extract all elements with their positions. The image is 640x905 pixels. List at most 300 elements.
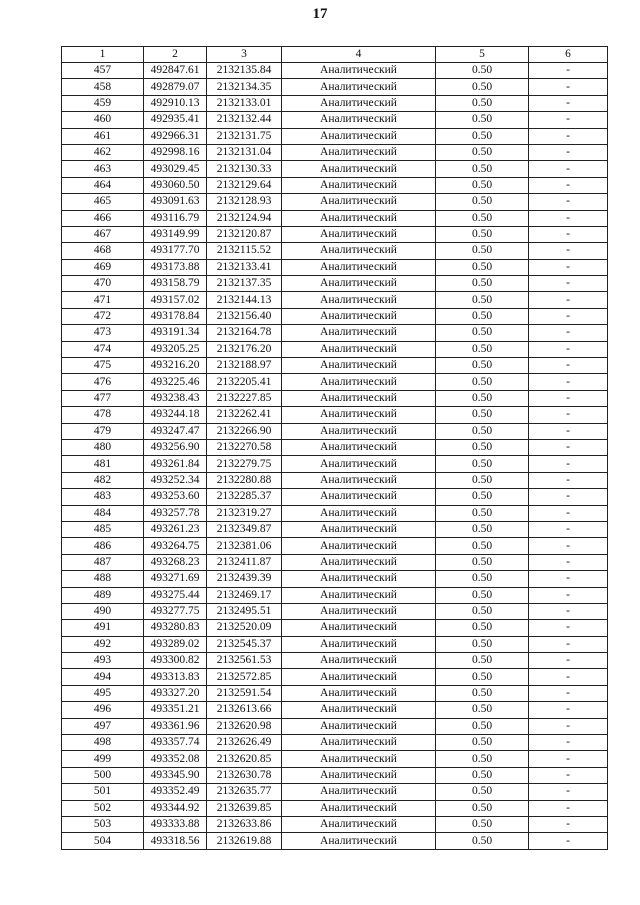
- x-coordinate-cell: 493268.23: [144, 554, 207, 570]
- point-number-cell: 500: [62, 767, 144, 783]
- accuracy-cell: 0.50: [436, 63, 529, 79]
- y-coordinate-cell: 2132439.39: [207, 571, 282, 587]
- x-coordinate-cell: 493029.45: [144, 161, 207, 177]
- note-cell: -: [529, 210, 608, 226]
- note-cell: -: [529, 374, 608, 390]
- column-header: 6: [529, 47, 608, 63]
- note-cell: -: [529, 735, 608, 751]
- note-cell: -: [529, 358, 608, 374]
- accuracy-cell: 0.50: [436, 144, 529, 160]
- table-row: [62, 423, 608, 439]
- y-coordinate-cell: 2132133.41: [207, 259, 282, 275]
- table-row: [62, 587, 608, 603]
- point-number-cell: 468: [62, 243, 144, 259]
- y-coordinate-cell: 2132131.75: [207, 128, 282, 144]
- x-coordinate-cell: 493327.20: [144, 685, 207, 701]
- point-number-cell: 502: [62, 800, 144, 816]
- coordinates-table: [61, 46, 608, 850]
- x-coordinate-cell: 493257.78: [144, 505, 207, 521]
- accuracy-cell: 0.50: [436, 259, 529, 275]
- method-cell: Аналитический: [282, 292, 436, 308]
- table-row: [62, 685, 608, 701]
- method-cell: Аналитический: [282, 144, 436, 160]
- method-cell: Аналитический: [282, 374, 436, 390]
- accuracy-cell: 0.50: [436, 800, 529, 816]
- point-number-cell: 479: [62, 423, 144, 439]
- note-cell: -: [529, 407, 608, 423]
- y-coordinate-cell: 2132262.41: [207, 407, 282, 423]
- accuracy-cell: 0.50: [436, 620, 529, 636]
- note-cell: -: [529, 489, 608, 505]
- page-number: 17: [312, 6, 328, 22]
- y-coordinate-cell: 2132635.77: [207, 784, 282, 800]
- note-cell: -: [529, 259, 608, 275]
- accuracy-cell: 0.50: [436, 177, 529, 193]
- x-coordinate-cell: 493178.84: [144, 308, 207, 324]
- y-coordinate-cell: 2132266.90: [207, 423, 282, 439]
- accuracy-cell: 0.50: [436, 194, 529, 210]
- method-cell: Аналитический: [282, 439, 436, 455]
- point-number-cell: 459: [62, 95, 144, 111]
- point-number-cell: 476: [62, 374, 144, 390]
- point-number-cell: 488: [62, 571, 144, 587]
- y-coordinate-cell: 2132285.37: [207, 489, 282, 505]
- accuracy-cell: 0.50: [436, 325, 529, 341]
- point-number-cell: 458: [62, 79, 144, 95]
- x-coordinate-cell: 493351.21: [144, 702, 207, 718]
- accuracy-cell: 0.50: [436, 833, 529, 849]
- table-row: [62, 538, 608, 554]
- note-cell: -: [529, 144, 608, 160]
- point-number-cell: 463: [62, 161, 144, 177]
- method-cell: Аналитический: [282, 79, 436, 95]
- accuracy-cell: 0.50: [436, 390, 529, 406]
- method-cell: Аналитический: [282, 620, 436, 636]
- x-coordinate-cell: 493318.56: [144, 833, 207, 849]
- accuracy-cell: 0.50: [436, 784, 529, 800]
- y-coordinate-cell: 2132630.78: [207, 767, 282, 783]
- method-cell: Аналитический: [282, 767, 436, 783]
- note-cell: -: [529, 620, 608, 636]
- y-coordinate-cell: 2132279.75: [207, 456, 282, 472]
- method-cell: Аналитический: [282, 226, 436, 242]
- accuracy-cell: 0.50: [436, 374, 529, 390]
- y-coordinate-cell: 2132469.17: [207, 587, 282, 603]
- note-cell: -: [529, 603, 608, 619]
- x-coordinate-cell: 493216.20: [144, 358, 207, 374]
- method-cell: Аналитический: [282, 751, 436, 767]
- table-row: [62, 669, 608, 685]
- method-cell: Аналитический: [282, 95, 436, 111]
- note-cell: -: [529, 554, 608, 570]
- note-cell: -: [529, 456, 608, 472]
- x-coordinate-cell: 493116.79: [144, 210, 207, 226]
- note-cell: -: [529, 161, 608, 177]
- x-coordinate-cell: 493158.79: [144, 276, 207, 292]
- y-coordinate-cell: 2132131.04: [207, 144, 282, 160]
- method-cell: Аналитический: [282, 784, 436, 800]
- point-number-cell: 497: [62, 718, 144, 734]
- note-cell: -: [529, 177, 608, 193]
- table-row: [62, 226, 608, 242]
- note-cell: -: [529, 653, 608, 669]
- x-coordinate-cell: 493264.75: [144, 538, 207, 554]
- method-cell: Аналитический: [282, 833, 436, 849]
- point-number-cell: 487: [62, 554, 144, 570]
- table-row: [62, 341, 608, 357]
- x-coordinate-cell: 493244.18: [144, 407, 207, 423]
- y-coordinate-cell: 2132137.35: [207, 276, 282, 292]
- note-cell: -: [529, 587, 608, 603]
- x-coordinate-cell: 493252.34: [144, 472, 207, 488]
- accuracy-cell: 0.50: [436, 702, 529, 718]
- table-row: [62, 620, 608, 636]
- y-coordinate-cell: 2132626.49: [207, 735, 282, 751]
- method-cell: Аналитический: [282, 571, 436, 587]
- x-coordinate-cell: 493253.60: [144, 489, 207, 505]
- note-cell: -: [529, 505, 608, 521]
- y-coordinate-cell: 2132349.87: [207, 521, 282, 537]
- point-number-cell: 470: [62, 276, 144, 292]
- y-coordinate-cell: 2132164.78: [207, 325, 282, 341]
- y-coordinate-cell: 2132135.84: [207, 63, 282, 79]
- y-coordinate-cell: 2132128.93: [207, 194, 282, 210]
- method-cell: Аналитический: [282, 128, 436, 144]
- note-cell: -: [529, 128, 608, 144]
- x-coordinate-cell: 493091.63: [144, 194, 207, 210]
- x-coordinate-cell: 492910.13: [144, 95, 207, 111]
- table-row: [62, 95, 608, 111]
- method-cell: Аналитический: [282, 735, 436, 751]
- table-row: [62, 653, 608, 669]
- method-cell: Аналитический: [282, 587, 436, 603]
- accuracy-cell: 0.50: [436, 554, 529, 570]
- table-row: [62, 571, 608, 587]
- method-cell: Аналитический: [282, 161, 436, 177]
- y-coordinate-cell: 2132134.35: [207, 79, 282, 95]
- accuracy-cell: 0.50: [436, 79, 529, 95]
- x-coordinate-cell: 493361.96: [144, 718, 207, 734]
- note-cell: -: [529, 95, 608, 111]
- accuracy-cell: 0.50: [436, 423, 529, 439]
- table-row: [62, 79, 608, 95]
- table-row: [62, 161, 608, 177]
- accuracy-cell: 0.50: [436, 161, 529, 177]
- point-number-cell: 486: [62, 538, 144, 554]
- method-cell: Аналитический: [282, 194, 436, 210]
- table-row: [62, 554, 608, 570]
- table-row: [62, 767, 608, 783]
- accuracy-cell: 0.50: [436, 767, 529, 783]
- y-coordinate-cell: 2132132.44: [207, 112, 282, 128]
- method-cell: Аналитический: [282, 407, 436, 423]
- y-coordinate-cell: 2132613.66: [207, 702, 282, 718]
- table-row: [62, 735, 608, 751]
- note-cell: -: [529, 685, 608, 701]
- y-coordinate-cell: 2132639.85: [207, 800, 282, 816]
- y-coordinate-cell: 2132205.41: [207, 374, 282, 390]
- method-cell: Аналитический: [282, 505, 436, 521]
- note-cell: -: [529, 669, 608, 685]
- accuracy-cell: 0.50: [436, 407, 529, 423]
- point-number-cell: 464: [62, 177, 144, 193]
- point-number-cell: 457: [62, 63, 144, 79]
- note-cell: -: [529, 308, 608, 324]
- note-cell: -: [529, 243, 608, 259]
- accuracy-cell: 0.50: [436, 472, 529, 488]
- accuracy-cell: 0.50: [436, 128, 529, 144]
- y-coordinate-cell: 2132572.85: [207, 669, 282, 685]
- table-row: [62, 456, 608, 472]
- x-coordinate-cell: 493280.83: [144, 620, 207, 636]
- x-coordinate-cell: 493173.88: [144, 259, 207, 275]
- x-coordinate-cell: 493261.23: [144, 521, 207, 537]
- point-number-cell: 471: [62, 292, 144, 308]
- accuracy-cell: 0.50: [436, 95, 529, 111]
- table-row: [62, 128, 608, 144]
- table-row: [62, 292, 608, 308]
- table-row: [62, 276, 608, 292]
- x-coordinate-cell: 493300.82: [144, 653, 207, 669]
- accuracy-cell: 0.50: [436, 210, 529, 226]
- point-number-cell: 474: [62, 341, 144, 357]
- point-number-cell: 475: [62, 358, 144, 374]
- accuracy-cell: 0.50: [436, 538, 529, 554]
- point-number-cell: 501: [62, 784, 144, 800]
- method-cell: Аналитический: [282, 800, 436, 816]
- accuracy-cell: 0.50: [436, 718, 529, 734]
- y-coordinate-cell: 2132156.40: [207, 308, 282, 324]
- x-coordinate-cell: 493157.02: [144, 292, 207, 308]
- y-coordinate-cell: 2132619.88: [207, 833, 282, 849]
- point-number-cell: 494: [62, 669, 144, 685]
- x-coordinate-cell: 492966.31: [144, 128, 207, 144]
- y-coordinate-cell: 2132319.27: [207, 505, 282, 521]
- note-cell: -: [529, 767, 608, 783]
- method-cell: Аналитический: [282, 456, 436, 472]
- y-coordinate-cell: 2132633.86: [207, 816, 282, 832]
- table-row: [62, 718, 608, 734]
- x-coordinate-cell: 493271.69: [144, 571, 207, 587]
- method-cell: Аналитический: [282, 603, 436, 619]
- method-cell: Аналитический: [282, 243, 436, 259]
- note-cell: -: [529, 472, 608, 488]
- x-coordinate-cell: 493247.47: [144, 423, 207, 439]
- table-row: [62, 472, 608, 488]
- point-number-cell: 498: [62, 735, 144, 751]
- column-header: 1: [62, 47, 144, 63]
- note-cell: -: [529, 63, 608, 79]
- x-coordinate-cell: 493345.90: [144, 767, 207, 783]
- point-number-cell: 469: [62, 259, 144, 275]
- note-cell: -: [529, 833, 608, 849]
- point-number-cell: 461: [62, 128, 144, 144]
- method-cell: Аналитический: [282, 472, 436, 488]
- point-number-cell: 493: [62, 653, 144, 669]
- point-number-cell: 491: [62, 620, 144, 636]
- x-coordinate-cell: 493352.08: [144, 751, 207, 767]
- method-cell: Аналитический: [282, 685, 436, 701]
- note-cell: -: [529, 341, 608, 357]
- accuracy-cell: 0.50: [436, 489, 529, 505]
- y-coordinate-cell: 2132120.87: [207, 226, 282, 242]
- accuracy-cell: 0.50: [436, 358, 529, 374]
- y-coordinate-cell: 2132620.85: [207, 751, 282, 767]
- table-row: [62, 112, 608, 128]
- table-row: [62, 439, 608, 455]
- table-row: [62, 325, 608, 341]
- note-cell: -: [529, 571, 608, 587]
- x-coordinate-cell: 493275.44: [144, 587, 207, 603]
- x-coordinate-cell: 493205.25: [144, 341, 207, 357]
- method-cell: Аналитический: [282, 636, 436, 652]
- point-number-cell: 467: [62, 226, 144, 242]
- x-coordinate-cell: 492847.61: [144, 63, 207, 79]
- accuracy-cell: 0.50: [436, 587, 529, 603]
- table-row: [62, 751, 608, 767]
- note-cell: -: [529, 439, 608, 455]
- y-coordinate-cell: 2132129.64: [207, 177, 282, 193]
- x-coordinate-cell: 493333.88: [144, 816, 207, 832]
- x-coordinate-cell: 493313.83: [144, 669, 207, 685]
- column-header: 3: [207, 47, 282, 63]
- accuracy-cell: 0.50: [436, 439, 529, 455]
- note-cell: -: [529, 390, 608, 406]
- point-number-cell: 462: [62, 144, 144, 160]
- method-cell: Аналитический: [282, 210, 436, 226]
- x-coordinate-cell: 492998.16: [144, 144, 207, 160]
- y-coordinate-cell: 2132561.53: [207, 653, 282, 669]
- y-coordinate-cell: 2132270.58: [207, 439, 282, 455]
- y-coordinate-cell: 2132280.88: [207, 472, 282, 488]
- point-number-cell: 489: [62, 587, 144, 603]
- note-cell: -: [529, 276, 608, 292]
- note-cell: -: [529, 226, 608, 242]
- accuracy-cell: 0.50: [436, 112, 529, 128]
- point-number-cell: 485: [62, 521, 144, 537]
- x-coordinate-cell: 493149.99: [144, 226, 207, 242]
- y-coordinate-cell: 2132411.87: [207, 554, 282, 570]
- point-number-cell: 480: [62, 439, 144, 455]
- method-cell: Аналитический: [282, 308, 436, 324]
- accuracy-cell: 0.50: [436, 308, 529, 324]
- note-cell: -: [529, 79, 608, 95]
- method-cell: Аналитический: [282, 653, 436, 669]
- table-row: [62, 210, 608, 226]
- method-cell: Аналитический: [282, 177, 436, 193]
- x-coordinate-cell: 492879.07: [144, 79, 207, 95]
- table-row: [62, 243, 608, 259]
- method-cell: Аналитический: [282, 669, 436, 685]
- x-coordinate-cell: 493177.70: [144, 243, 207, 259]
- method-cell: Аналитический: [282, 358, 436, 374]
- accuracy-cell: 0.50: [436, 456, 529, 472]
- accuracy-cell: 0.50: [436, 653, 529, 669]
- note-cell: -: [529, 423, 608, 439]
- x-coordinate-cell: 493289.02: [144, 636, 207, 652]
- x-coordinate-cell: 493060.50: [144, 177, 207, 193]
- note-cell: -: [529, 751, 608, 767]
- accuracy-cell: 0.50: [436, 276, 529, 292]
- accuracy-cell: 0.50: [436, 669, 529, 685]
- x-coordinate-cell: 493352.49: [144, 784, 207, 800]
- table-row: [62, 390, 608, 406]
- method-cell: Аналитический: [282, 259, 436, 275]
- accuracy-cell: 0.50: [436, 521, 529, 537]
- table-row: [62, 521, 608, 537]
- point-number-cell: 466: [62, 210, 144, 226]
- point-number-cell: 495: [62, 685, 144, 701]
- method-cell: Аналитический: [282, 63, 436, 79]
- note-cell: -: [529, 538, 608, 554]
- x-coordinate-cell: 493357.74: [144, 735, 207, 751]
- accuracy-cell: 0.50: [436, 505, 529, 521]
- table-row: [62, 833, 608, 849]
- y-coordinate-cell: 2132130.33: [207, 161, 282, 177]
- method-cell: Аналитический: [282, 554, 436, 570]
- point-number-cell: 483: [62, 489, 144, 505]
- y-coordinate-cell: 2132188.97: [207, 358, 282, 374]
- y-coordinate-cell: 2132227.85: [207, 390, 282, 406]
- accuracy-cell: 0.50: [436, 816, 529, 832]
- y-coordinate-cell: 2132176.20: [207, 341, 282, 357]
- table-row: [62, 177, 608, 193]
- point-number-cell: 482: [62, 472, 144, 488]
- method-cell: Аналитический: [282, 521, 436, 537]
- y-coordinate-cell: 2132591.54: [207, 685, 282, 701]
- note-cell: -: [529, 325, 608, 341]
- y-coordinate-cell: 2132144.13: [207, 292, 282, 308]
- table-row: [62, 784, 608, 800]
- table-body: [62, 63, 608, 850]
- x-coordinate-cell: 493238.43: [144, 390, 207, 406]
- table-row: [62, 407, 608, 423]
- method-cell: Аналитический: [282, 341, 436, 357]
- x-coordinate-cell: 492935.41: [144, 112, 207, 128]
- x-coordinate-cell: 493261.84: [144, 456, 207, 472]
- x-coordinate-cell: 493225.46: [144, 374, 207, 390]
- accuracy-cell: 0.50: [436, 685, 529, 701]
- note-cell: -: [529, 816, 608, 832]
- point-number-cell: 490: [62, 603, 144, 619]
- point-number-cell: 478: [62, 407, 144, 423]
- table-row: [62, 702, 608, 718]
- note-cell: -: [529, 194, 608, 210]
- table-row: [62, 63, 608, 79]
- column-header: 5: [436, 47, 529, 63]
- y-coordinate-cell: 2132381.06: [207, 538, 282, 554]
- method-cell: Аналитический: [282, 702, 436, 718]
- point-number-cell: 460: [62, 112, 144, 128]
- note-cell: -: [529, 292, 608, 308]
- method-cell: Аналитический: [282, 423, 436, 439]
- note-cell: -: [529, 718, 608, 734]
- accuracy-cell: 0.50: [436, 341, 529, 357]
- table-header-row: [62, 47, 608, 63]
- point-number-cell: 492: [62, 636, 144, 652]
- table-row: [62, 144, 608, 160]
- point-number-cell: 473: [62, 325, 144, 341]
- method-cell: Аналитический: [282, 112, 436, 128]
- point-number-cell: 503: [62, 816, 144, 832]
- method-cell: Аналитический: [282, 390, 436, 406]
- method-cell: Аналитический: [282, 489, 436, 505]
- table-row: [62, 816, 608, 832]
- point-number-cell: 465: [62, 194, 144, 210]
- point-number-cell: 484: [62, 505, 144, 521]
- y-coordinate-cell: 2132495.51: [207, 603, 282, 619]
- point-number-cell: 472: [62, 308, 144, 324]
